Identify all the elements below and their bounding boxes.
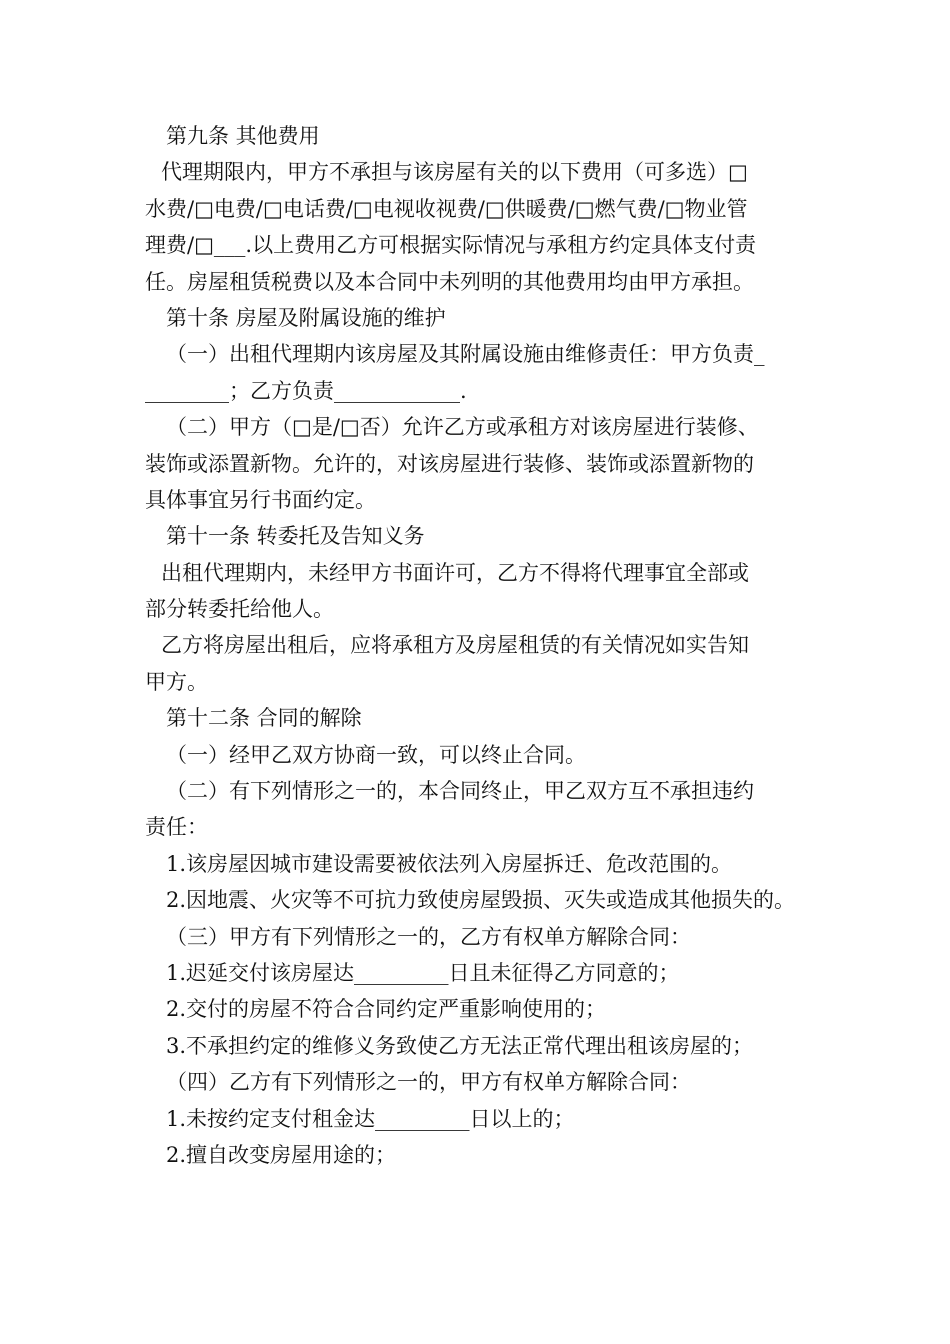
text-line: （二）有下列情形之一的，本合同终止，甲乙双方互不承担违约 [166, 779, 754, 804]
text-line: （三）甲方有下列情形之一的，乙方有权单方解除合同： [166, 924, 691, 949]
text-line: 第十条 房屋及附属设施的维护 [166, 305, 446, 330]
text-line: 水费/□电费/□电话费/□电视收视费/□供暖费/□燃气费/□物业管 [145, 196, 748, 221]
text-line: 任。房屋租赁税费以及本合同中未列明的其他费用均由甲方承担。 [145, 269, 754, 294]
text-line: 具体事宜另行书面约定。 [145, 487, 376, 512]
text-line: 责任： [145, 815, 208, 840]
text-line: 部分转委托给他人。 [145, 597, 334, 622]
text-line: （四）乙方有下列情形之一的，甲方有权单方解除合同： [166, 1070, 691, 1095]
text-line: 出租代理期内，未经甲方书面许可，乙方不得将代理事宜全部或 [161, 560, 749, 585]
text-line: ________；乙方负责____________. [145, 378, 467, 403]
text-line: 1.该房屋因城市建设需要被依法列入房屋拆迁、危改范围的。 [166, 851, 733, 876]
text-line: 理费/□___.以上费用乙方可根据实际情况与承租方约定具体支付责 [145, 233, 757, 258]
text-line: （一）出租代理期内该房屋及其附属设施由维修责任：甲方负责_ [166, 342, 765, 367]
text-line: 2.擅自改变房屋用途的； [166, 1142, 397, 1167]
text-line: 2.因地震、火灾等不可抗力致使房屋毁损、灭失或造成其他损失的。 [166, 888, 796, 913]
text-line: 第九条 其他费用 [166, 124, 320, 148]
text-line: 甲方。 [145, 669, 208, 694]
text-line: （一）经甲乙双方协商一致，可以终止合同。 [166, 742, 586, 767]
text-line: 第十一条 转委托及告知义务 [166, 524, 425, 549]
text-line: 装饰或添置新物。允许的，对该房屋进行装修、装饰或添置新物的 [145, 451, 754, 476]
text-line: 2.交付的房屋不符合合同约定严重影响使用的； [166, 997, 607, 1022]
text-line: 乙方将房屋出租后，应将承租方及房屋租赁的有关情况如实告知 [161, 633, 749, 658]
text-line: 第十二条 合同的解除 [166, 706, 362, 731]
text-line: 1.迟延交付该房屋达_________日且未征得乙方同意的； [166, 960, 680, 985]
text-line: 1.未按约定支付租金达_________日以上的； [166, 1106, 575, 1131]
text-line: 3.不承担约定的维修义务致使乙方无法正常代理出租该房屋的； [166, 1033, 754, 1058]
text-line: 代理期限内，甲方不承担与该房屋有关的以下费用（可多选）□ [161, 160, 748, 185]
contract-body [145, 118, 825, 1173]
text-line: （二）甲方（□是/□否）允许乙方或承租方对该房屋进行装修、 [166, 415, 759, 440]
